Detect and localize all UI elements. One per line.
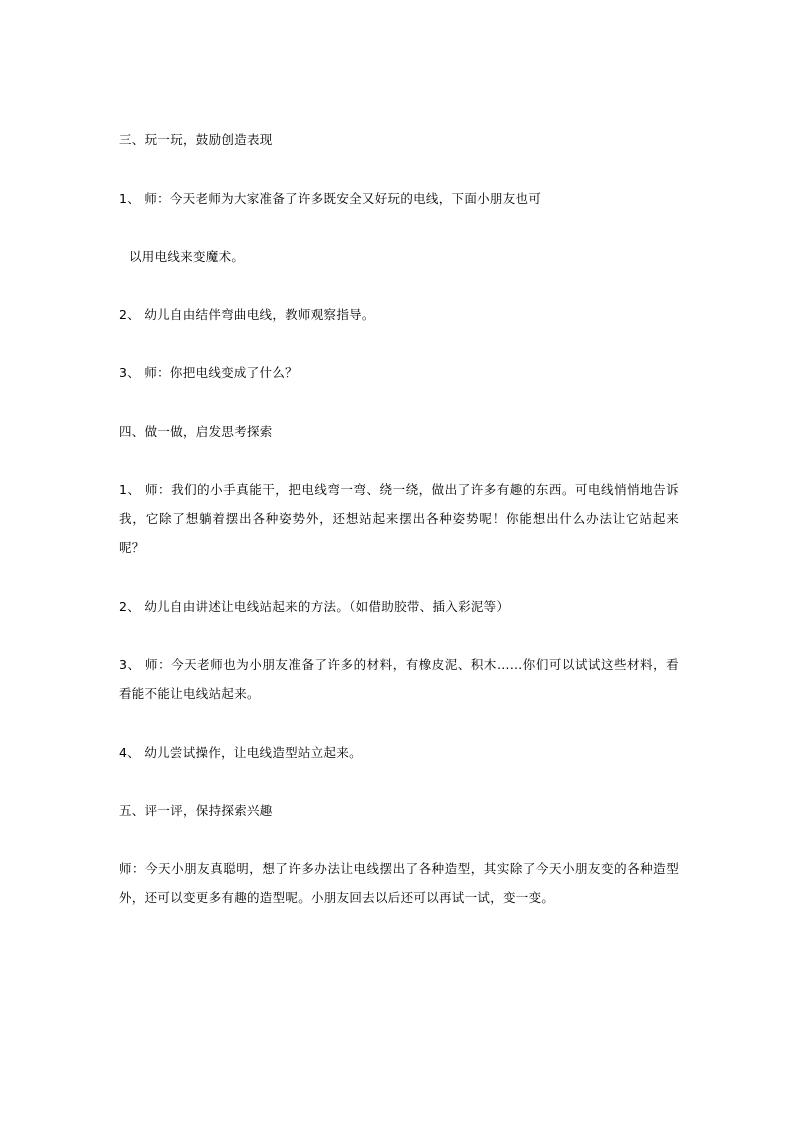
section-4-item-3: 3、 师：今天老师也为小朋友准备了许多的材料，有橡皮泥、积木……你们可以试试这些材料，看看能不能让电线站起来。 xyxy=(119,657,679,701)
section-3-item-1-line-1: 1、 师：今天老师为大家准备了许多既安全又好玩的电线，下面小朋友也可 xyxy=(119,191,542,206)
section-4-item-2: 2、 幼儿自由讲述让电线站起来的方法。（如借助胶带、插入彩泥等） xyxy=(119,599,510,614)
section-4-item-4: 4、 幼儿尝试操作，让电线造型站立起来。 xyxy=(119,745,362,760)
section-5-heading: 五、评一评，保持探索兴趣 xyxy=(119,803,273,818)
section-3-item-3: 3、 师：你把电线变成了什么？ xyxy=(119,365,298,380)
section-4-heading: 四、做一做，启发思考探索 xyxy=(119,424,273,439)
section-3-item-1-line-2: 以用电线来变魔术。 xyxy=(129,249,245,264)
section-5-body: 师：今天小朋友真聪明，想了许多办法让电线摆出了各种造型，其实除了今天小朋友变的各种造型外，还可以变更多有趣的造型呢。小朋友回去以后还可以再试一试，变一变。 xyxy=(119,861,679,905)
section-3-heading: 三、玩一玩，鼓励创造表现 xyxy=(119,132,273,147)
section-4-item-1: 1、 师：我们的小手真能干，把电线弯一弯、绕一绕，做出了许多有趣的东西。可电线悄悄地告诉我，它除了想躺着摆出各种姿势外，还想站起来摆出各种姿势呢！你能想出什么办法让它站起来呢？ xyxy=(119,482,679,555)
section-3-item-2: 2、 幼儿自由结伴弯曲电线，教师观察指导。 xyxy=(119,307,375,322)
